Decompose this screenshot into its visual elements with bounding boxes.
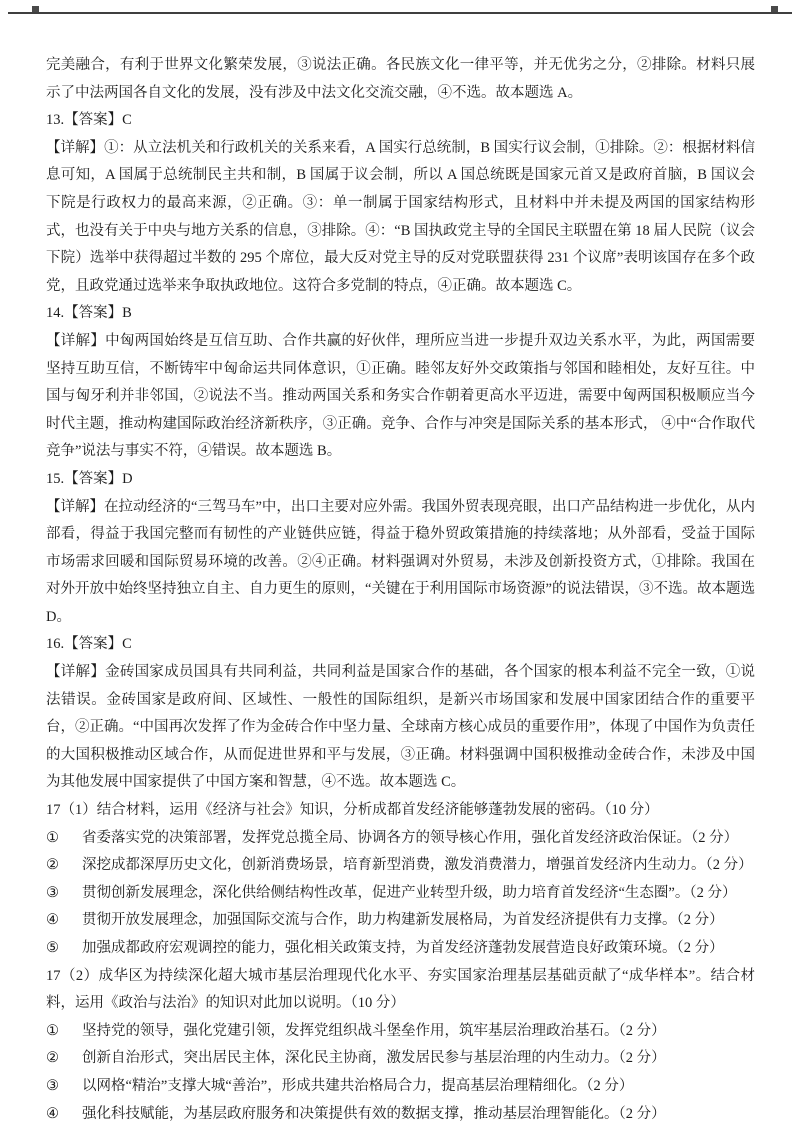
item-text: 深挖成都深厚历史文化，创新消费场景，培育新型消费，激发消费潜力，增强首发经济内生动力。（2 分） — [82, 857, 753, 874]
item-text: 创新自治形式，突出居民主体，深化民主协商，激发居民参与基层治理的内生动力。（2 分） — [82, 1050, 666, 1067]
item-number: ③ — [46, 884, 59, 901]
item-number: ① — [46, 1022, 59, 1039]
answer-line-13: 13.【答案】C — [46, 112, 132, 129]
answer-point-17-1-4 — [46, 907, 755, 935]
answer-point-17-1-2 — [46, 852, 755, 880]
item-text: 坚持党的领导，强化党建引领，发挥党组织战斗堡垒作用，筑牢基层治理政治基石。（2 分） — [82, 1022, 666, 1039]
item-number: ② — [46, 857, 59, 874]
item-number: ④ — [46, 1105, 59, 1122]
item-number: ② — [46, 1050, 59, 1067]
item-text: 省委落实党的决策部署，发挥党总揽全局、协调各方的领导核心作用，强化首发经济政治保证。（2 分） — [82, 829, 739, 846]
item-text: 加强成都政府宏观调控的能力，强化相关政策支持，为首发经济蓬勃发展营造良好政策环境。（2 分） — [82, 940, 724, 956]
explanation-13: 【详解】①：从立法机关和行政机关的关系来看，A 国实行总统制，B 国实行议会制，①排除。②：根据材料信息可知，A 国属于总统制民主共和制，B 国属于议会制，所以 A 国总统既是国家元首又是政府首脑，B 国议会下院是行政权力的最高来源，②正确。③：单一制属于国家结构形式，且材料中并未提及两国的国家结构形式，也没有关于中央与地方关系的信息，③排除。④：“B 国执政党主导的全国民主联盟在第 18 届人民院（议会下院）选举中获得超过半数的 295 个席位，最大反对党主导的反对党联盟获得 231 个议席”表明该国存在多个政党，且政党通过选举来争取执政地位。这符合多党制的特点，④正确。故本题选 C。 — [46, 139, 755, 294]
item-number: ④ — [46, 912, 59, 929]
scan-artifact-right — [771, 6, 778, 12]
answer-point-17-1-3 — [46, 880, 755, 908]
question-17-2: 17（2）成华区为持续深化超大城市基层治理现代化水平、夯实国家治理基层基础贡献了“成华样本”。结合材料，运用《政治与法治》的知识对此加以说明。（10 分） — [46, 967, 755, 1012]
explanation-14: 【详解】中匈两国始终是互信互助、合作共赢的好伙伴，理所应当进一步提升双边关系水平，为此，两国需要坚持互助互信，不断铸牢中匈命运共同体意识，①正确。睦邻友好外交政策指与邻国和睦相处，友好互往。中国与匈牙利并非邻国，②说法不当。推动两国关系和务实合作朝着更高水平迈进，需要中匈两国积极顺应当今时代主题，推动构建国际政治经济新秩序，③正确。竞争、合作与冲突是国际关系的基本形式， ④中“合作取代竞争”说法与事实不符，④错误。故本题选 B。 — [46, 332, 755, 460]
item-number: ③ — [46, 1077, 59, 1094]
answer-line-14: 14.【答案】B — [46, 305, 132, 322]
answer-line-16: 16.【答案】C — [46, 636, 132, 653]
answer-point-17-1-1 — [46, 825, 755, 853]
answer-point-17-2-3 — [46, 1073, 755, 1101]
answer-point-17-2-4 — [46, 1101, 755, 1129]
item-number: ① — [46, 829, 59, 846]
item-text: 强化科技赋能，为基层政府服务和决策提供有效的数据支撑，推动基层治理智能化。（2 分） — [82, 1105, 666, 1122]
item-number: ⑤ — [46, 940, 59, 956]
item-text: 以网格“精治”支撑大城“善治”，形成共建共治格局合力，提高基层治理精细化。（2 分） — [82, 1077, 634, 1094]
page-top-rule — [8, 12, 792, 14]
continuation-paragraph: 完美融合，有利于世界文化繁荣发展，③说法正确。各民族文化一律平等，并无优劣之分，②排除。材料只展示了中法两国各自文化的发展，没有涉及中法文化交流交融，④不选。故本题选 A。 — [46, 57, 755, 101]
item-text: 贯彻开放发展理念，加强国际交流与合作，助力构建新发展格局，为首发经济提供有力支撑。（2 分） — [82, 912, 724, 929]
explanation-16: 【详解】金砖国家成员国具有共同利益，共同利益是国家合作的基础，各个国家的根本利益不完全一致，①说法错误。金砖国家是政府间、区域性、一般性的国际组织，是新兴市场国家和发展中国家团结合作的重要平台，②正确。“中国再次发挥了作为金砖合作中坚力量、全球南方核心成员的重要作用”，体现了中国作为负责任的大国积极推动区域合作，从而促进世界和平与发展，③正确。材料强调中国积极推动金砖合作，未涉及中国为其他发展中国家提供了中国方案和智慧，④不选。故本题选 C。 — [46, 664, 755, 791]
explanation-15: 【详解】在拉动经济的“三驾马车”中，出口主要对应外需。我国外贸表现亮眼，出口产品结构进一步优化，从内部看，得益于我国完整而有韧性的产业链供应链，得益于稳外贸政策措施的持续落地；从外部看，受益于国际市场需求回暖和国际贸易环境的改善。②④正确。材料强调对外贸易，未涉及创新投资方式，①排除。我国在对外开放中始终坚持独立自主、自力更生的原则，“关键在于利用国际市场资源”的说法错误，③不选。故本题选 D。 — [46, 498, 755, 625]
scan-artifact-left — [32, 6, 39, 12]
item-text: 贯彻创新发展理念，深化供给侧结构性改革，促进产业转型升级，助力培育首发经济“生态圈”。（2 分） — [82, 884, 737, 901]
answer-point-17-2-2 — [46, 1045, 755, 1073]
answer-point-17-2-1 — [46, 1018, 755, 1046]
answer-line-15: 15.【答案】D — [46, 470, 133, 487]
answer-point-17-1-5 — [46, 935, 755, 963]
question-17-1: 17（1）结合材料，运用《经济与社会》知识，分析成都首发经济能够蓬勃发展的密码。（10 分） — [46, 802, 659, 819]
